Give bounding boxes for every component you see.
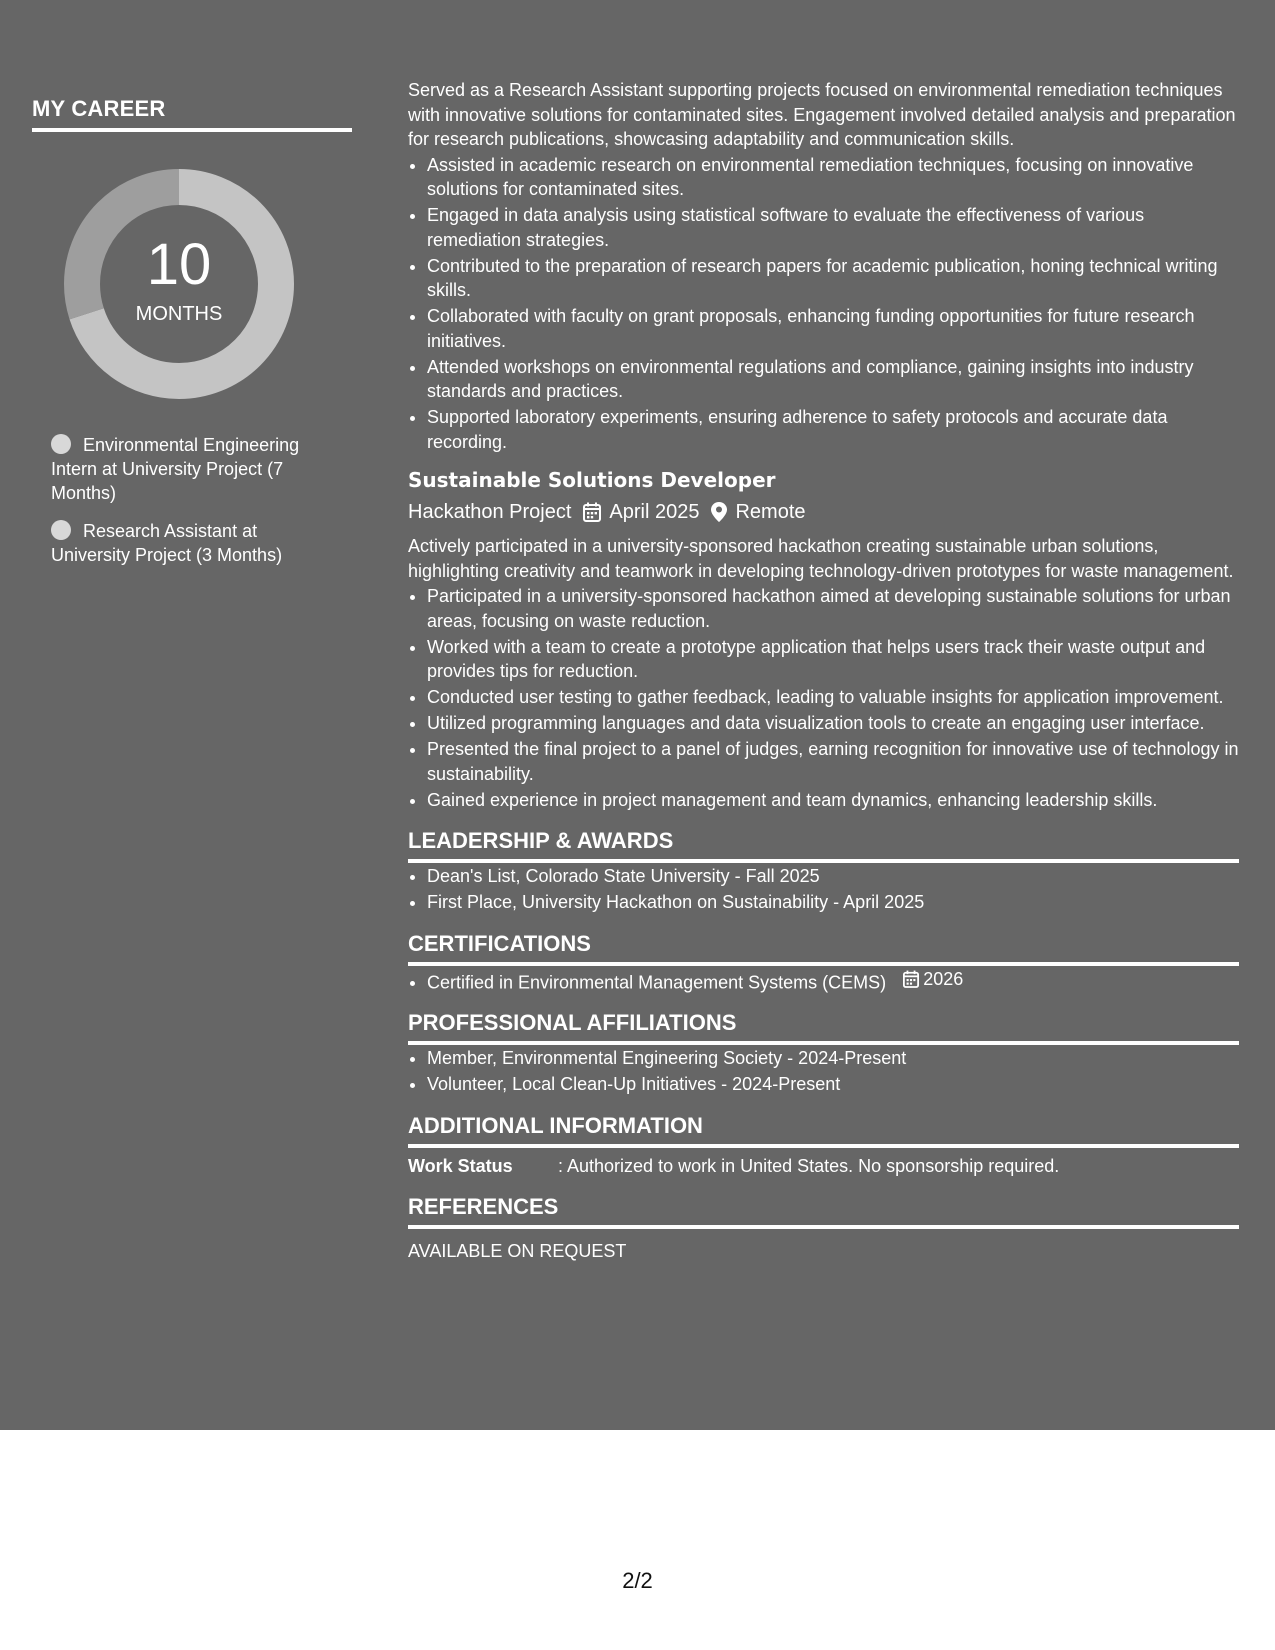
job-location: Remote — [735, 501, 806, 523]
additional-info-section-title: ADDITIONAL INFORMATION — [408, 1111, 1239, 1148]
work-status-label: Work Status — [408, 1155, 513, 1176]
affiliations-list — [408, 1046, 1239, 1097]
list-item: • Participated in a university-sponsored hackathon aimed at developing sustainable solutions for urban areas, focusing on waste reduction. — [427, 584, 1239, 633]
career-sidebar — [32, 96, 352, 581]
donut-total-unit: MONTHS — [135, 303, 223, 325]
list-item: • Engaged in data analysis using statistical software to evaluate the effectiveness of various remediation strategies. — [427, 203, 1239, 252]
calendar-icon — [903, 970, 919, 988]
certification-year: 2026 — [923, 968, 964, 989]
job-description: Actively participated in a university-sponsored hackathon creating sustainable urban solutions, highlighting creativity and teamwork in developing technology-driven prototypes for waste management. — [408, 536, 1234, 581]
list-item: • Presented the final project to a panel of judges, earning recognition for innovative use of technology in sustainability. — [427, 737, 1239, 786]
career-bullet-icon — [51, 520, 71, 540]
references-text: AVAILABLE ON REQUEST — [408, 1241, 627, 1262]
list-item: • Conducted user testing to gather feedback, leading to valuable insights for application improvement. — [427, 685, 1239, 710]
job-org: Hackathon Project — [408, 501, 572, 523]
calendar-icon — [583, 502, 601, 522]
list-item: • Collaborated with faculty on grant proposals, enhancing funding opportunities for future research initiatives. — [427, 304, 1239, 353]
leadership-section-title: LEADERSHIP & AWARDS — [408, 826, 1239, 863]
role-bullet-list — [408, 153, 1239, 455]
location-pin-icon — [711, 502, 727, 522]
leadership-list — [408, 864, 1239, 915]
career-item — [51, 433, 331, 505]
list-item: • Gained experience in project management and team dynamics, enhancing leadership skills. — [427, 788, 1239, 813]
list-item: • Worked with a team to create a prototype application that helps users track their waste output and provides tips for reduction. — [427, 635, 1239, 684]
job-bullet-list — [408, 584, 1239, 812]
certifications-section-title: CERTIFICATIONS — [408, 929, 1239, 966]
certification-name: Certified in Environmental Management Systems (CEMS) — [427, 971, 887, 992]
job-date: April 2025 — [609, 501, 700, 523]
list-item: • Assisted in academic research on environmental remediation techniques, focusing on innovative solutions for contaminated sites. — [427, 153, 1239, 202]
main-content — [408, 78, 1239, 1264]
list-item: • Dean's List, Colorado State University - Fall 2025 — [427, 864, 1239, 889]
career-donut-chart — [64, 169, 294, 399]
list-item: • Volunteer, Local Clean-Up Initiatives - 2024-Present — [427, 1072, 1239, 1097]
certifications-list — [408, 967, 1239, 995]
career-item — [51, 519, 331, 567]
page-number: 2/2 — [622, 1568, 653, 1593]
career-section-title: MY CAREER — [32, 96, 352, 132]
list-item: • First Place, University Hackathon on Sustainability - April 2025 — [427, 890, 1239, 915]
job-title: Sustainable Solutions Developer — [408, 468, 776, 492]
list-item: • Utilized programming languages and data visualization tools to create an engaging user interface. — [427, 711, 1239, 736]
work-status-value: : Authorized to work in United States. No sponsorship required. — [558, 1155, 1060, 1176]
donut-total-number: 10 — [146, 232, 212, 297]
certification-year-group — [903, 967, 963, 992]
list-item: • Supported laboratory experiments, ensuring adherence to safety protocols and accurate data recording. — [427, 405, 1239, 454]
list-item: • Attended workshops on environmental regulations and compliance, gaining insights into industry standards and practices. — [427, 355, 1239, 404]
career-item-label: Research Assistant at University Project (3 Months) — [51, 521, 283, 565]
list-item — [427, 967, 1239, 995]
role-summary: Served as a Research Assistant supporting projects focused on environmental remediation techniques with innovative solutions for contaminated sites. Engagement involved detailed analysis and preparation for research publications, showcasing adaptability and communication skills. — [408, 80, 1236, 149]
references-section-title: REFERENCES — [408, 1192, 1239, 1229]
job-meta — [408, 498, 1239, 526]
career-item-label: Environmental Engineering Intern at University Project (7 Months) — [51, 435, 300, 503]
career-bullet-icon — [51, 434, 71, 454]
list-item: • Member, Environmental Engineering Society - 2024-Present — [427, 1046, 1239, 1071]
affiliations-section-title: PROFESSIONAL AFFILIATIONS — [408, 1008, 1239, 1045]
list-item: • Contributed to the preparation of research papers for academic publication, honing technical writing skills. — [427, 254, 1239, 303]
career-list — [51, 433, 331, 567]
work-status-row — [408, 1154, 1239, 1179]
